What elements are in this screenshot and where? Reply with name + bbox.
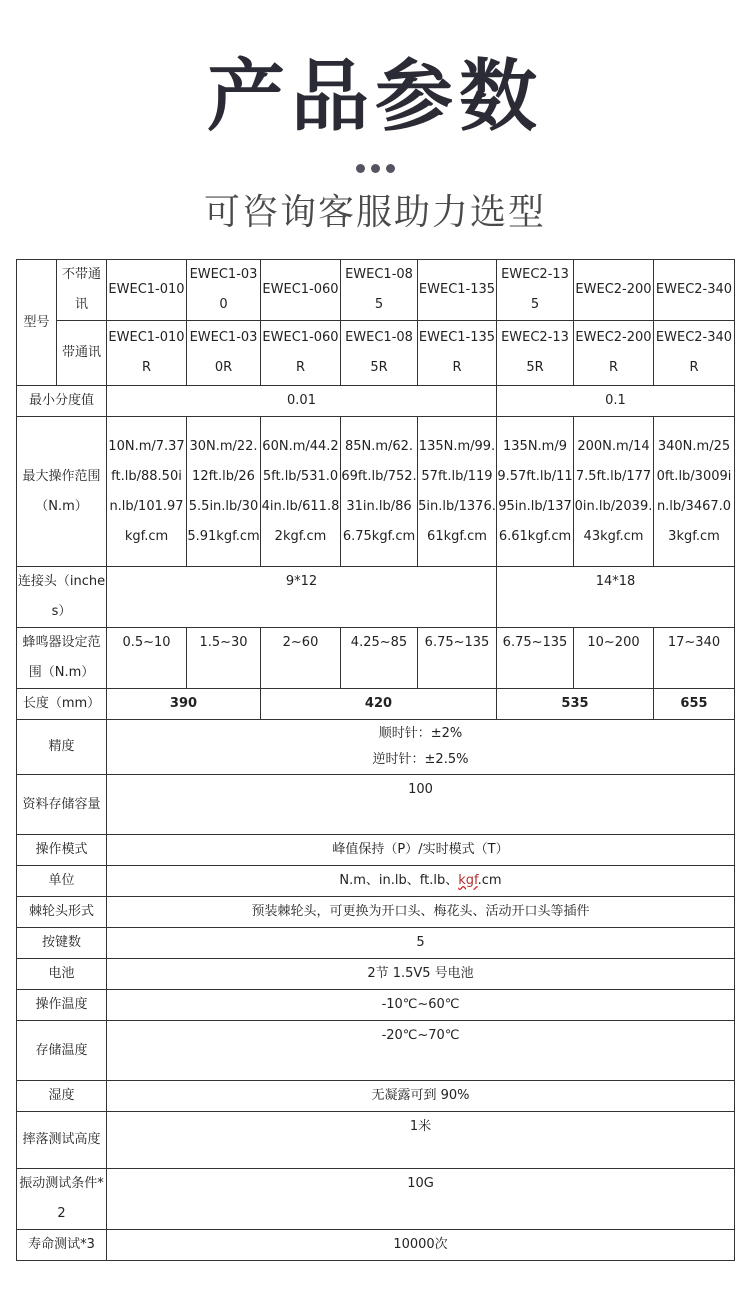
life-row: [17, 1230, 735, 1261]
value-cell: 6.75~135: [497, 628, 574, 689]
value-cell: 1.5~30: [187, 628, 261, 689]
store-temp-row: [17, 1021, 735, 1081]
humidity-row: [17, 1081, 735, 1112]
page-title: 产品参数: [206, 52, 543, 142]
op-temp-row: [17, 990, 735, 1021]
value-cell: 2~60: [261, 628, 341, 689]
comm-label: 带通讯: [57, 321, 107, 386]
dot-icon: [386, 164, 395, 173]
model-cell: EWEC1-010R: [107, 321, 187, 386]
model-cell: EWEC2-135R: [497, 321, 574, 386]
row-label: 振动测试条件*2: [17, 1169, 107, 1230]
value-cell: 0.01: [107, 386, 497, 417]
row-label: 最大操作范围（N.m）: [17, 417, 107, 567]
resolution-row: [17, 386, 735, 417]
range-cell: 85N.m/62.69ft.lb/752.31in.lb/866.75kgf.cm: [341, 417, 418, 567]
dot-icon: [356, 164, 365, 173]
value-cell: 14*18: [497, 567, 735, 628]
dot-icon: [371, 164, 380, 173]
value-cell: 6.75~135: [418, 628, 497, 689]
drop-row: [17, 1112, 735, 1169]
row-label: 蜂鸣器设定范围（N.m）: [17, 628, 107, 689]
model-cell: EWEC2-340R: [654, 321, 735, 386]
value-cell: 1米: [107, 1112, 735, 1169]
unit-text: N.m、in.lb、ft.lb、: [339, 873, 459, 888]
value-cell: 10000次: [107, 1230, 735, 1261]
model-row-comm: [17, 321, 735, 386]
value-cell: 535: [497, 689, 654, 720]
row-label: 寿命测试*3: [17, 1230, 107, 1261]
row-label: 资料存储容量: [17, 775, 107, 835]
range-cell: 30N.m/22.12ft.lb/265.5in.lb/305.91kgf.cm: [187, 417, 261, 567]
value-cell: 100: [107, 775, 735, 835]
accuracy-ccw: 逆时针：±2.5%: [372, 752, 469, 767]
row-label: 棘轮头形式: [17, 897, 107, 928]
value-cell: 390: [107, 689, 261, 720]
buzzer-row: [17, 628, 735, 689]
value-cell: 9*12: [107, 567, 497, 628]
value-cell: -10℃~60℃: [107, 990, 735, 1021]
vibration-row: [17, 1169, 735, 1230]
row-label: 长度（mm）: [17, 689, 107, 720]
row-label: 摔落测试高度: [17, 1112, 107, 1169]
model-cell: EWEC2-340: [654, 260, 735, 321]
row-label: 操作模式: [17, 835, 107, 866]
keys-row: [17, 928, 735, 959]
model-cell: EWEC2-200R: [574, 321, 654, 386]
model-cell: EWEC1-135R: [418, 321, 497, 386]
value-cell: 0.1: [497, 386, 735, 417]
value-cell: 10G: [107, 1169, 735, 1230]
row-label: 精度: [17, 720, 107, 775]
value-cell: 0.5~10: [107, 628, 187, 689]
model-label: 型号: [17, 260, 57, 386]
range-cell: 340N.m/250ft.lb/3009in.lb/3467.03kgf.cm: [654, 417, 735, 567]
model-cell: EWEC1-010: [107, 260, 187, 321]
value-cell: 峰值保持（P）/实时模式（T）: [107, 835, 735, 866]
row-label: 电池: [17, 959, 107, 990]
row-label: 湿度: [17, 1081, 107, 1112]
no-comm-label: 不带通讯: [57, 260, 107, 321]
unit-row: [17, 866, 735, 897]
range-cell: 135N.m/99.57ft.lb/1195in.lb/1376.61kgf.cm: [497, 417, 574, 567]
model-cell: EWEC1-060: [261, 260, 341, 321]
value-cell: 420: [261, 689, 497, 720]
value-cell: 655: [654, 689, 735, 720]
range-cell: 10N.m/7.37ft.lb/88.50in.lb/101.97kgf.cm: [107, 417, 187, 567]
range-cell: 60N.m/44.25ft.lb/531.04in.lb/611.82kgf.cm: [261, 417, 341, 567]
value-cell: 无凝露可到 90%: [107, 1081, 735, 1112]
value-cell: 10~200: [574, 628, 654, 689]
row-label: 最小分度值: [17, 386, 107, 417]
value-cell: 5: [107, 928, 735, 959]
value-cell: [107, 866, 735, 897]
length-row: [17, 689, 735, 720]
unit-text-kgf: kgf: [458, 873, 478, 888]
model-cell: EWEC2-135: [497, 260, 574, 321]
value-cell: [107, 720, 735, 775]
storage-row: [17, 775, 735, 835]
model-cell: EWEC1-030: [187, 260, 261, 321]
model-cell: EWEC1-085: [341, 260, 418, 321]
accuracy-cw: 顺时针：±2%: [378, 726, 463, 741]
model-row-no-comm: [17, 260, 735, 321]
value-cell: 17~340: [654, 628, 735, 689]
spec-table: [16, 259, 735, 1261]
connector-row: [17, 567, 735, 628]
row-label: 操作温度: [17, 990, 107, 1021]
value-cell: 2节 1.5V5 号电池: [107, 959, 735, 990]
model-cell: EWEC1-085R: [341, 321, 418, 386]
unit-text: .cm: [477, 873, 502, 888]
value-cell: 4.25~85: [341, 628, 418, 689]
row-label: 按键数: [17, 928, 107, 959]
model-cell: EWEC2-200: [574, 260, 654, 321]
battery-row: [17, 959, 735, 990]
accuracy-row: [17, 720, 735, 775]
separator-dots: [0, 158, 750, 177]
range-cell: 135N.m/99.57ft.lb/1195in.lb/1376.61kgf.cm: [418, 417, 497, 567]
value-cell: 预装棘轮头，可更换为开口头、梅花头、活动开口头等插件: [107, 897, 735, 928]
row-label: 单位: [17, 866, 107, 897]
model-cell: EWEC1-135: [418, 260, 497, 321]
row-label: 连接头（inches）: [17, 567, 107, 628]
page-subtitle: 可咨询客服助力选型: [203, 192, 546, 233]
value-cell: -20℃~70℃: [107, 1021, 735, 1081]
mode-row: [17, 835, 735, 866]
model-cell: EWEC1-030R: [187, 321, 261, 386]
range-cell: 200N.m/147.5ft.lb/1770in.lb/2039.43kgf.cm: [574, 417, 654, 567]
ratchet-row: [17, 897, 735, 928]
row-label: 存储温度: [17, 1021, 107, 1081]
model-cell: EWEC1-060R: [261, 321, 341, 386]
max-range-row: [17, 417, 735, 567]
